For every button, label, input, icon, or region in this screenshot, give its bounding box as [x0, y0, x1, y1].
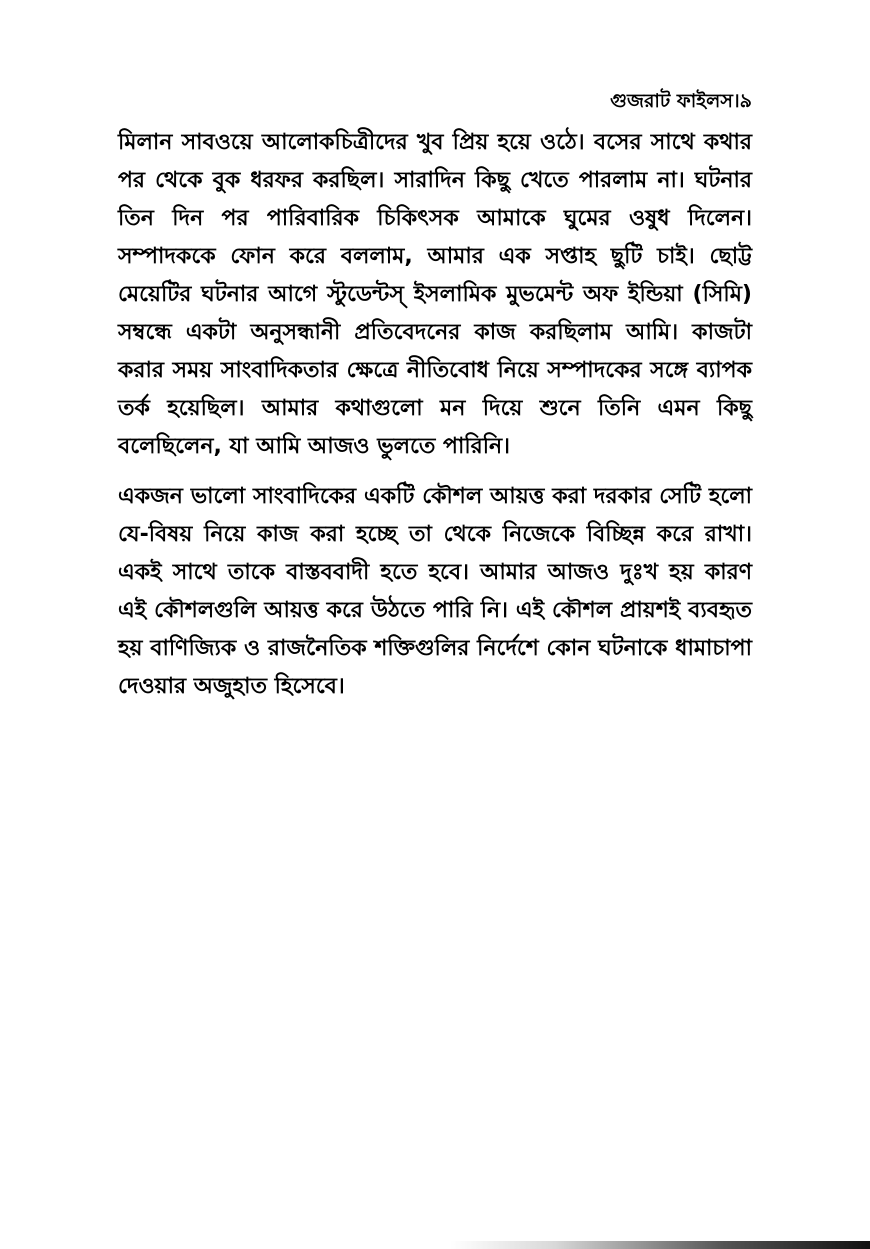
paragraph-1: মিলান সাবওয়ে আলোকচিত্রীদের খুব প্রিয় হয়ে ওঠে। বসের সাথে কথার পর থেকে বুক ধরফর করছিল। সারাদিন কিছু খেতে পারলাম না। ঘটনার তিন দিন পর পারিবারিক চিকিৎসক আমাকে ঘুমের ওষুধ দিলেন। সম্পাদককে ফোন করে বললাম, আমার এক সপ্তাহ ছুটি চাই। ছোট্ট মেয়েটির ঘটনার আগে স্টুডেন্টস্ ইসলামিক মুভমেন্ট অফ ইন্ডিয়া (সিমি) সম্বন্ধে একটা অনুসন্ধানী প্রতিবেদনের কাজ করছিলাম আমি। কাজটা করার সময় সাংবাদিকতার ক্ষেত্রে নীতিবোধ নিয়ে সম্পাদকের সঙ্গে ব্যাপক তর্ক হয়েছিল। আমার কথাগুলো মন দিয়ে শুনে তিনি এমন কিছু বলেছিলেন, যা আমি আজও ভুলতে পারিনি। — [118, 130, 752, 459]
paragraph-2: একজন ভালো সাংবাদিকের একটি কৌশল আয়ত্ত করা দরকার সেটি হলো যে-বিষয় নিয়ে কাজ করা হচ্ছে তা থেকে নিজেকে বিচ্ছিন্ন করে রাখা। একই সাথে তাকে বাস্তববাদী হতে হবে। আমার আজও দুঃখ হয় কারণ এই কৌশলগুলি আয়ত্ত করে উঠতে পারি নি। এই কৌশল প্রায়শই ব্যবহৃত হয় বাণিজ্যিক ও রাজনৈতিক শক্তিগুলির নির্দেশে কোন ঘটনাকে ধামাচাপা দেওয়ার অজুহাত হিসেবে। — [118, 484, 752, 699]
running-header: গুজরাট ফাইলস।৯ — [610, 90, 752, 112]
scan-edge-shadow — [450, 1241, 870, 1249]
